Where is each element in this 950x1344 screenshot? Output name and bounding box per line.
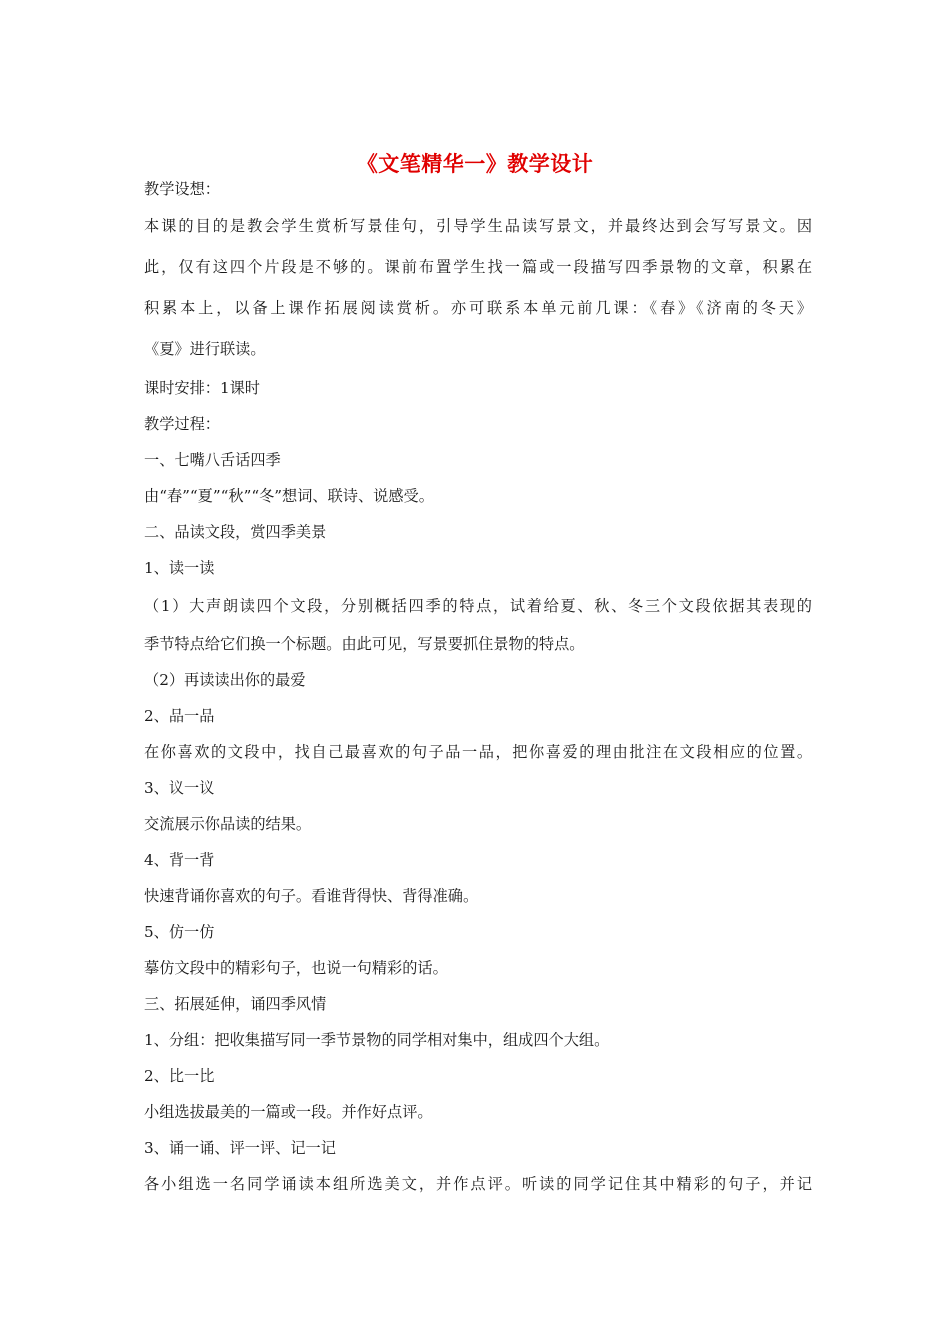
paragraph-line: 本课的目的是教会学生赏析写景佳句，引导学生品读写景文，并最终达到会写写景文。因 xyxy=(144,217,812,235)
paragraph-line: 交流展示你品读的结果。 xyxy=(144,815,312,833)
paragraph-line: 各小组选一名同学诵读本组所选美文，并作点评。听读的同学记住其中精彩的句子，并记 xyxy=(144,1175,812,1193)
paragraph-line: 在你喜欢的文段中，找自己最喜欢的句子品一品，把你喜爱的理由批注在文段相应的位置。 xyxy=(144,743,812,761)
subsection-heading: 2、品一品 xyxy=(144,707,215,725)
paragraph-line: 1、分组：把收集描写同一季节景物的同学相对集中，组成四个大组。 xyxy=(144,1031,610,1049)
section-heading: 三、拓展延伸，诵四季风情 xyxy=(144,995,327,1013)
paragraph-line: 快速背诵你喜欢的句子。看谁背得快、背得准确。 xyxy=(144,887,479,905)
paragraph-line: 此，仅有这四个片段是不够的。课前布置学生找一篇或一段描写四季景物的文章，积累在 xyxy=(144,258,812,276)
paragraph-line: 小组选拔最美的一篇或一段。并作好点评。 xyxy=(144,1103,433,1121)
subsection-heading: 3、诵一诵、评一评、记一记 xyxy=(144,1139,336,1157)
document-body xyxy=(144,172,812,1202)
subsection-heading: 4、背一背 xyxy=(144,851,215,869)
subsection-heading: 5、仿一仿 xyxy=(144,923,215,941)
paragraph-line: 教学设想： xyxy=(144,180,220,198)
paragraph-line: 积累本上，以备上课作拓展阅读赏析。亦可联系本单元前几课：《春》《济南的冬天》 xyxy=(144,299,812,317)
paragraph-line: 季节特点给它们换一个标题。由此可见，写景要抓住景物的特点。 xyxy=(144,635,585,653)
document-title: 《文笔精华一》教学设计 xyxy=(356,152,594,176)
paragraph-line: 《夏》进行联读。 xyxy=(144,340,266,358)
subsection-heading: 2、比一比 xyxy=(144,1067,215,1085)
paragraph-line: （2）再读读出你的最爱 xyxy=(144,671,306,689)
paragraph-line: 教学过程： xyxy=(144,415,220,433)
paragraph-line: （1）大声朗读四个文段，分别概括四季的特点，试着给夏、秋、冬三个文段依据其表现的 xyxy=(144,597,812,615)
subsection-heading: 3、议一议 xyxy=(144,779,215,797)
section-heading: 二、品读文段，赏四季美景 xyxy=(144,523,327,541)
section-heading: 一、七嘴八舌话四季 xyxy=(144,451,281,469)
paragraph-line: 由“春”“夏”“秋”“冬”想词、联诗、说感受。 xyxy=(144,487,434,505)
paragraph-line: 课时安排：1课时 xyxy=(144,379,260,397)
subsection-heading: 1、读一读 xyxy=(144,559,215,577)
paragraph-line: 摹仿文段中的精彩句子，也说一句精彩的话。 xyxy=(144,959,448,977)
